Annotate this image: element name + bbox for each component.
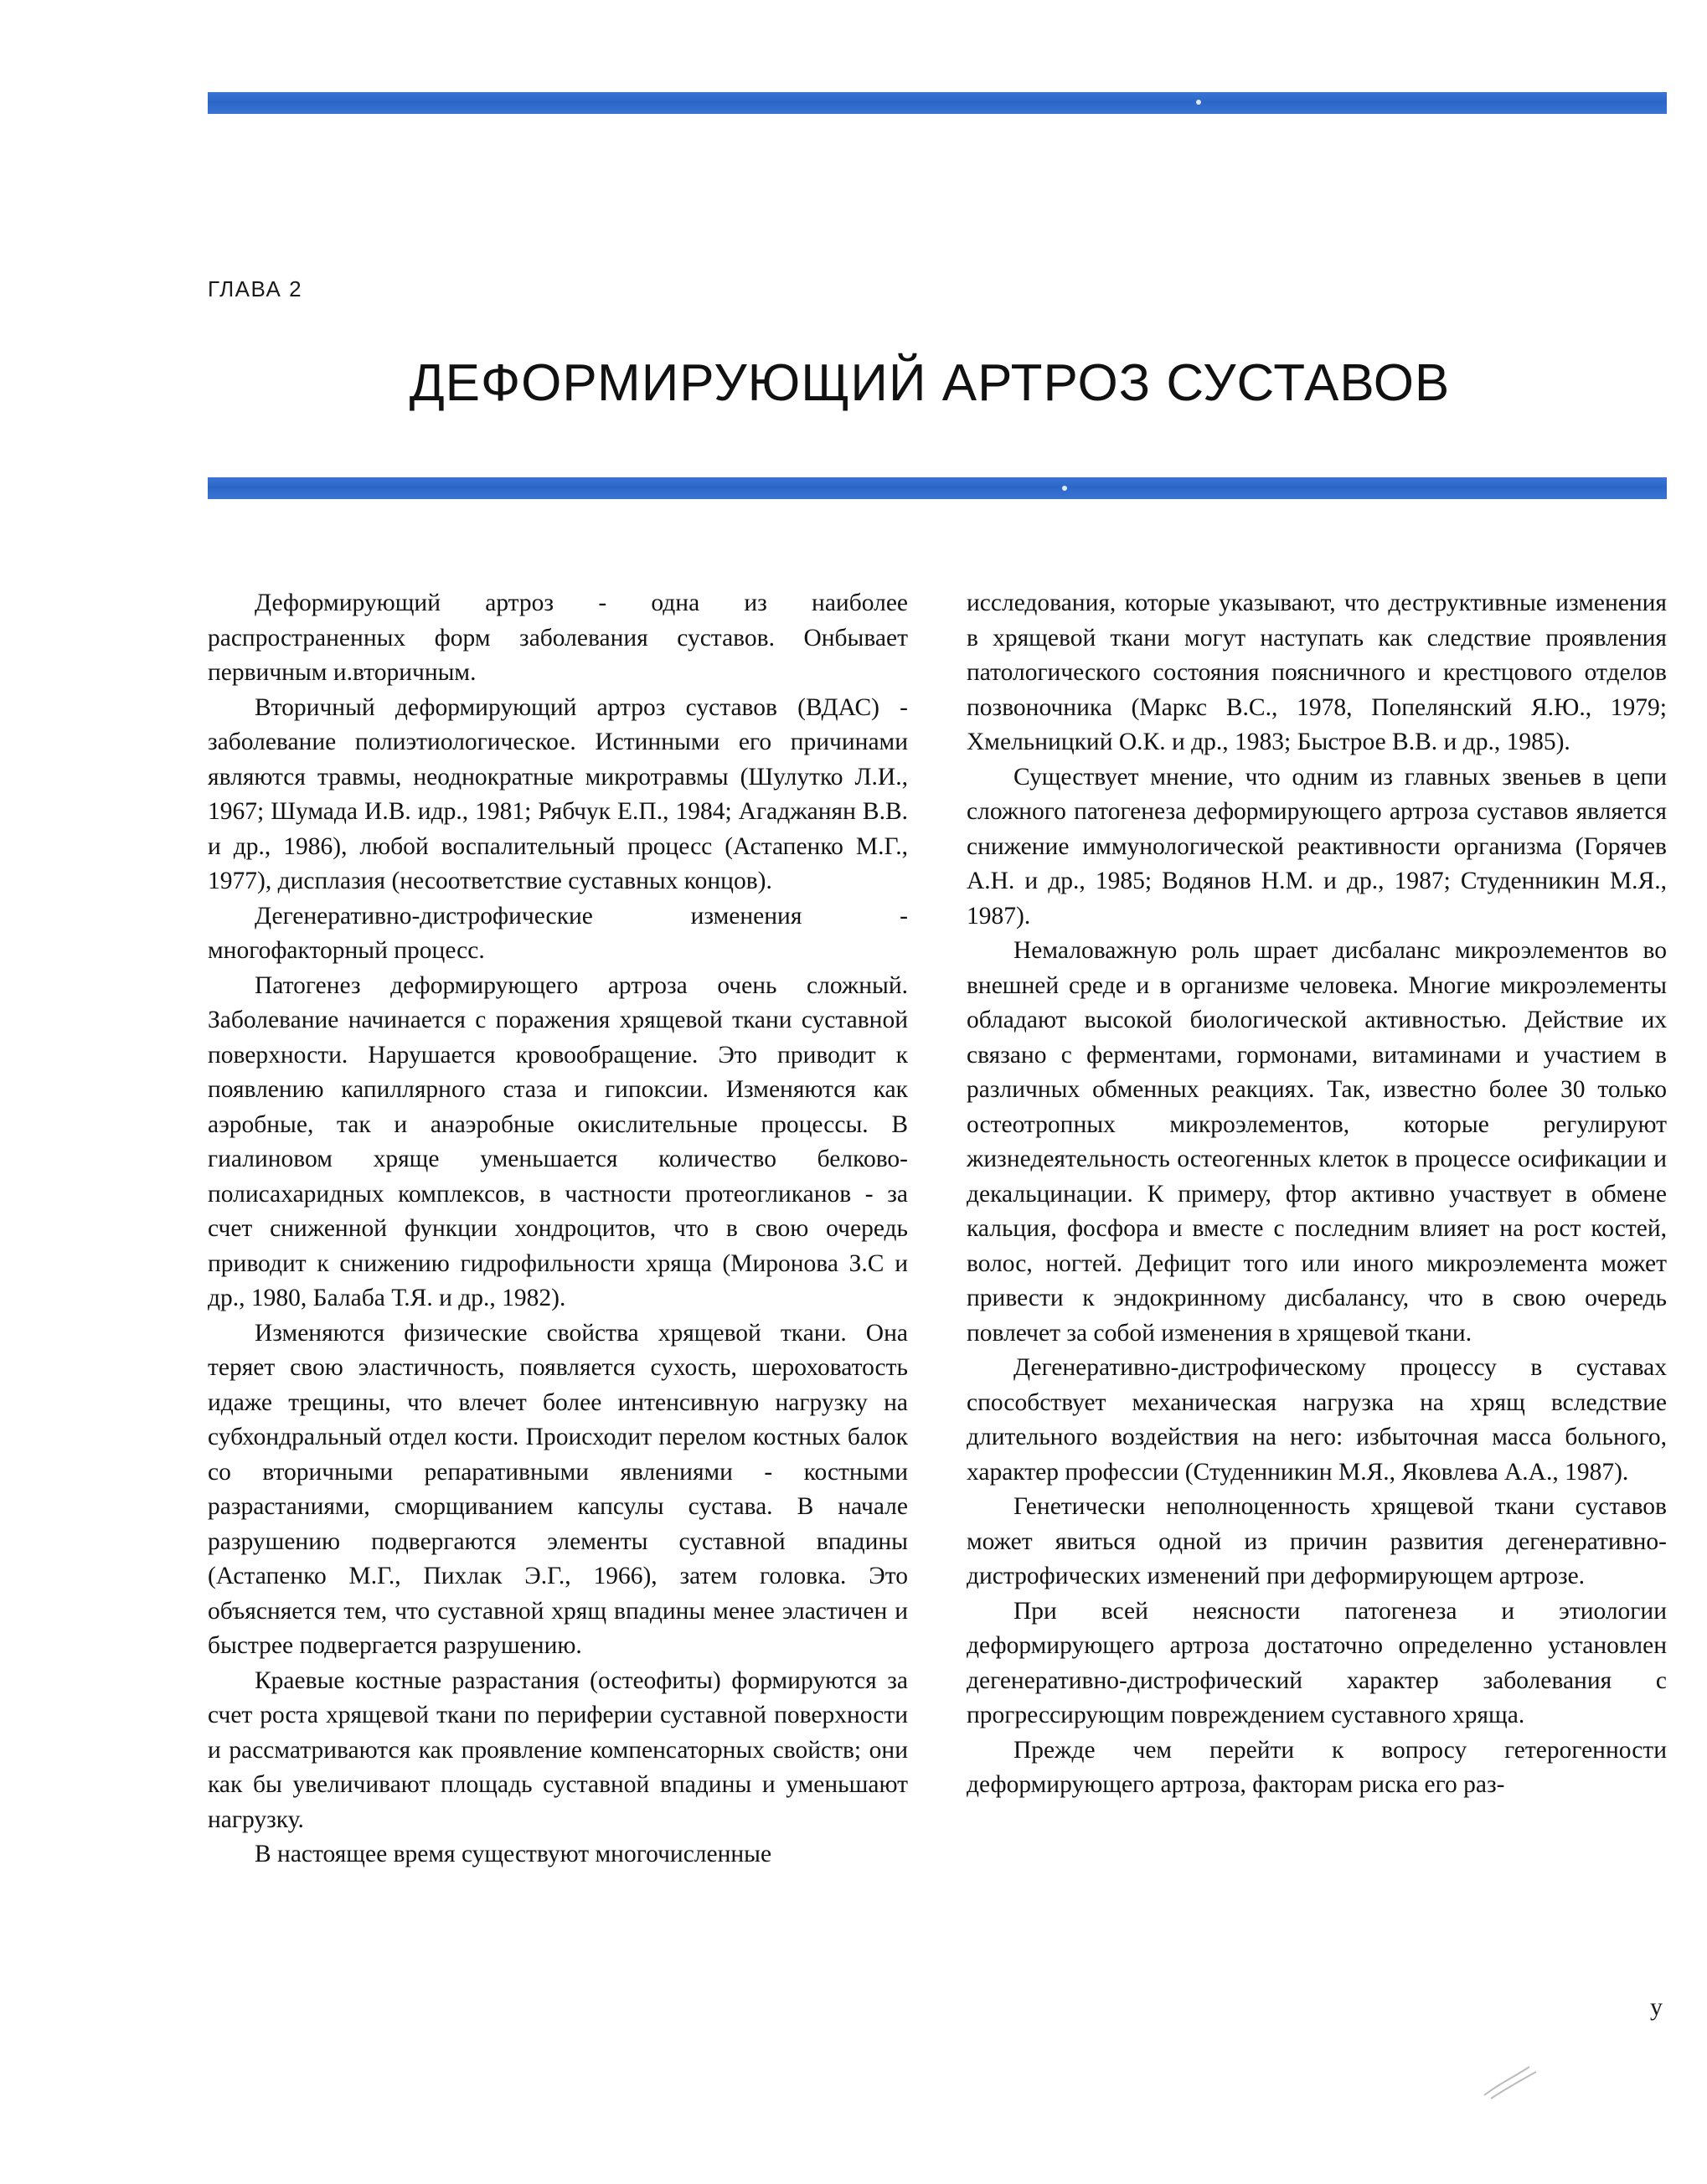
paragraph: В настоящее время существуют многочисленные [255, 1841, 772, 1867]
header-rule [208, 92, 1667, 114]
page-content [208, 0, 1667, 2184]
left-column [208, 586, 908, 1872]
stray-scribble-mark [1481, 2052, 1581, 2102]
paragraph: Краевые костные разрастания (остеофиты) формируются за счет роста хрящевой ткани по периферии суставной поверхности и рассматриваются как проявление компенсаторных свойств; они как бы увеличивают площадь суставной впадины и уменьшают нагрузку. [208, 1666, 908, 1833]
body-columns [208, 586, 1667, 1872]
paragraph: Деформирующий артроз - одна из наиболее распространенных форм заболевания суставов. Онбывает первичным и.вторичным. [208, 590, 908, 686]
rule-speck [1196, 100, 1201, 105]
paragraph: Патогенез деформирующего артроза очень сложный. Заболевание начинается с поражения хрящевой ткани суставной поверхности. Нарушается кровообращение. Это приводит к появлению капиллярного стаза и гипоксии. Изменяются как аэробные, так и анаэробные окислительные процессы. В гиалиновом хряще уменьшается количество белково-полисахаридных комплексов, в частности протеогликанов - за счет сниженной функции хондроцитов, что в свою очередь приводит к снижению гидрофильности хряща (Миронова З.С и др., 1980, Балаба Т.Я. и др., 1982). [208, 971, 908, 1311]
paragraph: Генетически неполноценность хрящевой ткани суставов может явиться одной из причин развития дегенеративно-дистрофических изменений при деформирующем артрозе. [967, 1493, 1667, 1589]
chapter-label: ГЛАВА 2 [208, 276, 303, 301]
title-underline-rule [208, 477, 1667, 499]
right-column [967, 586, 1667, 1872]
paragraph: Дегенеративно-дистрофическому процессу в суставах способствует механическая нагрузка на хрящ вследствие длительного воздействия на него: избыточная масса больного, характер профессии (Студенникин М.Я., Яковлева А.А., 1987). [967, 1354, 1667, 1486]
rule-speck [1062, 486, 1067, 491]
paragraph: исследования, которые указывают, что деструктивные изменения в хрящевой ткани могут наступать как следствие проявления патологического состояния поясничного и крестцового отделов позвоночника (Маркс В.С., 1978, Попелянский Я.Ю., 1979; Хмельницкий О.К. и др., 1983; Быстрое В.В. и др., 1985). [967, 590, 1667, 755]
paragraph: Прежде чем перейти к вопросу гетерогенности деформирующего артроза, факторам риска его раз- [967, 1736, 1667, 1798]
paragraph: Дегенеративно-дистрофические изменения - многофакторный процесс. [208, 902, 908, 964]
paragraph: Существует мнение, что одним из главных звеньев в цепи сложного патогенеза деформирующего артроза суставов является снижение иммунологической реактивности организма (Горячев А.Н. и др., 1985; Водянов Н.М. и др., 1987; Студенникин М.Я., 1987). [967, 763, 1667, 930]
paragraph: Немаловажную роль шрает дисбаланс микроэлементов во внешней среде и в организме человека. Многие микроэлементы обладают высокой биологической активностью. Действие их связано с ферментами, гормонами, витаминами и участием в различных обменных реакциях. Так, известно более 30 только остеотропных микроэлементов, которые регулируют жизнедеятельность остеогенных клеток в процессе осификации и декальцинации. К примеру, фтор активно участвует в обмене кальция, фосфора и вместе с последним влияет на рост костей, волос, ногтей. Дефицит того или иного микроэлемента может привести к эндокринному дисбалансу, что в свою очередь повлечет за собой изменения в хрящевой ткани. [967, 937, 1667, 1347]
stray-margin-mark: у [1650, 1993, 1663, 2021]
paragraph: При всей неясности патогенеза и этиологии деформирующего артроза достаточно определенно установлен дегенеративно-дистрофический характер заболевания с прогрессирующим повреждением суставного хряща. [967, 1597, 1667, 1728]
paragraph: Изменяются физические свойства хрящевой ткани. Она теряет свою эластичность, появляется сухость, шероховатость идаже трещины, что влечет более интенсивную нагрузку на субхондральный отдел кости. Происходит перелом костных балок со вторичными репаративными явлениями - костными разрастаниями, сморщиванием капсулы сустава. В начале разрушению подвергаются элементы суставной впадины (Астапенко М.Г., Пихлак Э.Г., 1966), затем головка. Это объясняется тем, что суставной хрящ впадины менее эластичен и быстрее подвергается разрушению. [208, 1319, 908, 1659]
page-title: ДЕФОРМИРУЮЩИЙ АРТРОЗ СУСТАВОВ [409, 353, 1451, 412]
paragraph: Вторичный деформирующий артроз суставов (ВДАС) - заболевание полиэтиологическое. Истинными его причинами являются травмы, неоднократные микротравмы (Шулутко Л.И., 1967; Шумада И.В. идр., 1981; Рябчук Е.П., 1984; Агаджанян В.В. и др., 1986), любой воспалительный процесс (Астапенко М.Г., 1977), дисплазия (несоответствие суставных концов). [208, 693, 908, 894]
